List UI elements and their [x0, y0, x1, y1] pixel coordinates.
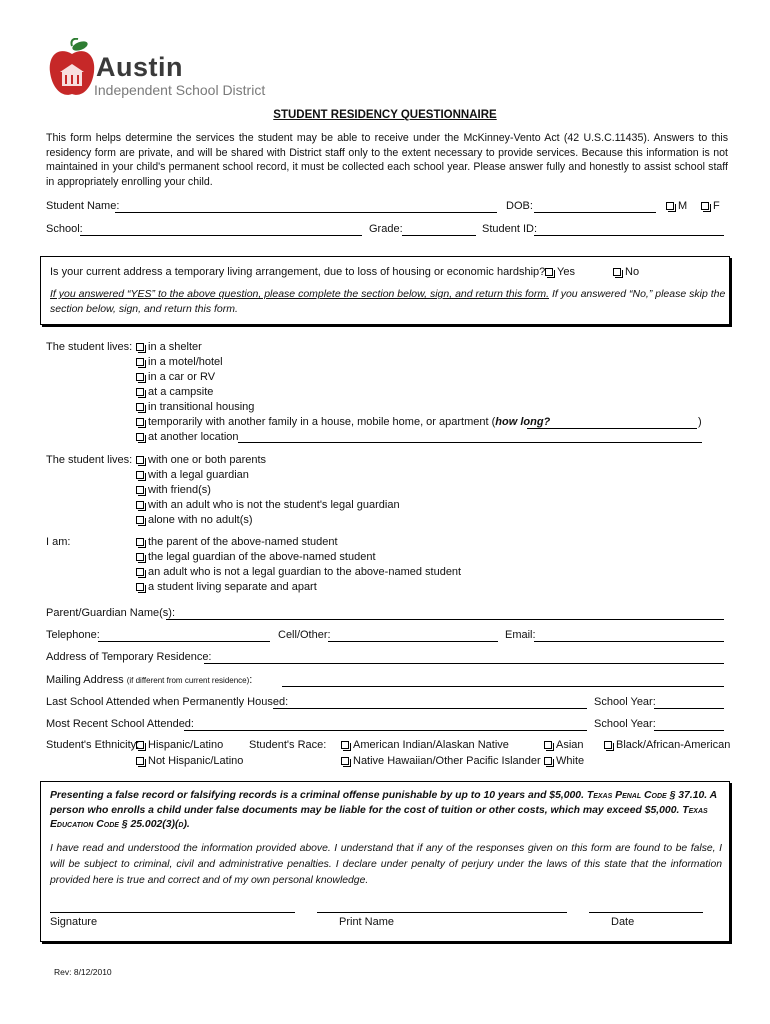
race-checkbox[interactable]: [544, 757, 552, 765]
revision-date: Rev: 8/12/2010: [54, 967, 112, 977]
student-name-field[interactable]: [115, 212, 497, 213]
female-option[interactable]: [701, 200, 720, 212]
iam-option-label: the parent of the above-named student: [148, 536, 338, 548]
race-american-indian[interactable]: [341, 739, 509, 751]
ethnicity-label: Student's Ethnicity:: [46, 739, 140, 751]
race-checkbox[interactable]: [604, 741, 612, 749]
recent-school-label: Most Recent School Attended:: [46, 718, 194, 730]
race-checkbox[interactable]: [341, 741, 349, 749]
lives-checkbox[interactable]: [136, 343, 144, 351]
race-asian[interactable]: [544, 739, 584, 751]
lives-checkbox[interactable]: [136, 373, 144, 381]
iam-checkbox[interactable]: [136, 553, 144, 561]
last-school-field[interactable]: [273, 708, 587, 709]
race-option-label: Native Hawaiian/Other Pacific Islander: [353, 755, 541, 767]
dob-field[interactable]: [534, 212, 656, 213]
mailing-address-field[interactable]: [282, 686, 724, 687]
instruction-line1: [50, 288, 725, 300]
school-year-label: School Year:: [594, 696, 656, 708]
race-checkbox[interactable]: [341, 757, 349, 765]
dob-label: DOB:: [506, 200, 533, 212]
ethnicity-not-hispanic[interactable]: [136, 755, 243, 767]
lives-option-temp-family[interactable]: [136, 416, 550, 428]
lives-option-shelter[interactable]: [136, 341, 202, 353]
lives-option-guardian[interactable]: [136, 469, 249, 481]
mailing-address-text: Mailing Address: [46, 674, 124, 686]
school-year-field[interactable]: [654, 708, 724, 709]
signature-label: Signature: [50, 916, 98, 928]
iam-option-label: an adult who is not a legal guardian to the above-named student: [148, 566, 462, 578]
race-option-label: Asian: [556, 739, 584, 751]
lives-checkbox[interactable]: [136, 403, 144, 411]
school-field[interactable]: [80, 235, 362, 236]
school-year-label-2: School Year:: [594, 718, 656, 730]
lives-label-1: The student lives:: [46, 341, 133, 353]
lives-option-motel[interactable]: [136, 356, 223, 368]
student-id-field[interactable]: [534, 235, 724, 236]
date-label: Date: [611, 916, 635, 928]
print-name-label: Print Name: [339, 916, 395, 928]
race-option-label: White: [556, 755, 585, 767]
ethnicity-option-label: Hispanic/Latino: [148, 739, 224, 751]
penal-code: Texas Penal Code § 37.10.: [586, 790, 708, 801]
lives-option-label: in a car or RV: [148, 371, 216, 383]
lives-option-label: in a motel/hotel: [148, 356, 223, 368]
iam-checkbox[interactable]: [136, 538, 144, 546]
housing-question-box: [40, 256, 730, 325]
mailing-address-note: (if different from current residence): [126, 676, 250, 685]
school-label: School:: [46, 223, 83, 235]
recent-school-field[interactable]: [184, 730, 587, 731]
race-hawaiian[interactable]: [341, 755, 541, 767]
lives-option-car[interactable]: [136, 371, 215, 383]
district-logo: [46, 38, 296, 104]
male-checkbox[interactable]: [666, 202, 674, 210]
warning-1: Presenting a false record or falsifying records is a criminal offense punishable by up to 10 years and $5,000.: [50, 790, 584, 801]
lives-checkbox[interactable]: [136, 418, 144, 426]
telephone-field[interactable]: [98, 641, 270, 642]
iam-option-guardian[interactable]: [136, 551, 376, 563]
last-school-label: Last School Attended when Permanently Housed:: [46, 696, 289, 708]
lives-checkbox[interactable]: [136, 388, 144, 396]
how-long-label: how long?: [495, 416, 551, 428]
legal-warning: [50, 789, 722, 833]
grade-label: Grade:: [369, 223, 403, 235]
cell-field[interactable]: [328, 641, 498, 642]
grade-field[interactable]: [402, 235, 476, 236]
ethnicity-checkbox[interactable]: [136, 757, 144, 765]
intro-paragraph: This form helps determine the services the student may be able to receive under the McKinney-Vento Act (42 U.S.C.11435). Answers to this residency form are private, and will be shared with District staff only to the extent necessary to provide services. Because this information is not maintained in your child's permanent school record, it must be collected each school year. Please answer fully and honestly to assist school staff in appropriately enrolling your child.: [46, 132, 728, 188]
iam-option-adult[interactable]: [136, 566, 461, 578]
parent-names-label: Parent/Guardian Name(s):: [46, 607, 175, 619]
student-id-label: Student ID:: [482, 223, 538, 235]
lives-option-label: alone with no adult(s): [148, 514, 253, 526]
lives-option-label: temporarily with another family in a house, mobile home, or apartment (: [148, 416, 496, 428]
iam-option-parent[interactable]: [136, 536, 338, 548]
lives-checkbox[interactable]: [136, 471, 144, 479]
ethnicity-option-label: Not Hispanic/Latino: [148, 755, 244, 767]
signature-field[interactable]: [50, 912, 295, 913]
lives-label-2: The student lives:: [46, 454, 133, 466]
no-checkbox[interactable]: [613, 268, 621, 276]
instruction-underlined: If you answered “YES” to the above question, please complete the section below, sign, and return this form.: [50, 288, 550, 300]
parent-names-field[interactable]: [166, 619, 724, 620]
date-field[interactable]: [589, 912, 703, 913]
yes-option[interactable]: [545, 266, 575, 278]
lives-option-label: with a legal guardian: [148, 469, 249, 481]
lives-option-label: in transitional housing: [148, 401, 255, 413]
yes-checkbox[interactable]: [545, 268, 553, 276]
lives-option-campsite[interactable]: [136, 386, 213, 398]
student-name-label: Student Name:: [46, 200, 120, 212]
lives-option-label: at another location: [148, 431, 239, 443]
race-checkbox[interactable]: [544, 741, 552, 749]
ethnicity-hispanic[interactable]: [136, 739, 223, 751]
race-label: Student's Race:: [249, 739, 327, 751]
lives-option-parents[interactable]: [136, 454, 266, 466]
male-option[interactable]: [666, 200, 687, 212]
print-name-field[interactable]: [317, 912, 567, 913]
lives-checkbox[interactable]: [136, 358, 144, 366]
female-label: F: [713, 200, 720, 212]
lives-checkbox[interactable]: [136, 456, 144, 464]
iam-option-student[interactable]: [136, 581, 317, 593]
lives-option-friends[interactable]: [136, 484, 211, 496]
email-field[interactable]: [534, 641, 724, 642]
lives-option-other[interactable]: [136, 431, 239, 443]
no-label: No: [625, 266, 640, 278]
lives-option-label: with an adult who is not the student's legal guardian: [148, 499, 400, 511]
iam-option-label: a student living separate and apart: [148, 581, 317, 593]
race-black[interactable]: [604, 739, 730, 751]
lives-checkbox[interactable]: [136, 501, 144, 509]
how-long-field[interactable]: [527, 428, 697, 429]
telephone-label: Telephone:: [46, 629, 100, 641]
yes-label: Yes: [557, 266, 575, 278]
iam-checkbox[interactable]: [136, 583, 144, 591]
race-white[interactable]: [544, 755, 584, 767]
mailing-address-label: [46, 674, 252, 686]
logo-name: Austin: [96, 52, 183, 82]
lives-option-adult[interactable]: [136, 499, 400, 511]
iam-option-label: the legal guardian of the above-named student: [148, 551, 376, 563]
temp-address-field[interactable]: [204, 663, 724, 664]
ethnicity-checkbox[interactable]: [136, 741, 144, 749]
lives-checkbox[interactable]: [136, 486, 144, 494]
certification-statement: I have read and understood the information provided above. I understand that if any of the responses given on this form are found to be false, I will be subject to criminal, civil and administrative penalties. I declare under penalty of perjury under the laws of this state that the information provided here is true and correct and of my own personal knowledge.: [50, 843, 722, 886]
email-label: Email:: [505, 629, 536, 641]
certification-box: [40, 781, 730, 942]
close-paren: ): [698, 416, 702, 428]
no-option[interactable]: [613, 266, 639, 278]
female-checkbox[interactable]: [701, 202, 709, 210]
lives-option-label: with friend(s): [148, 484, 211, 496]
lives-option-label: at a campsite: [148, 386, 214, 398]
lives-option-label: with one or both parents: [148, 454, 267, 466]
apple-icon: [46, 38, 98, 100]
male-label: M: [678, 200, 688, 212]
housing-question: Is your current address a temporary living arrangement, due to loss of housing or economic hardship?: [50, 266, 546, 278]
cell-label: Cell/Other:: [278, 629, 331, 641]
logo-subtitle: Independent School District: [94, 82, 266, 98]
lives-checkbox[interactable]: [136, 516, 144, 524]
lives-option-alone[interactable]: [136, 514, 253, 526]
race-option-label: American Indian/Alaskan Native: [353, 739, 509, 751]
other-location-field[interactable]: [238, 442, 702, 443]
lives-checkbox[interactable]: [136, 433, 144, 441]
warning-2: A person who enrolls a child under false documents may be liable for the cost of tuition or other costs, which may exceed $5,000.: [50, 790, 717, 816]
education-code: Texas Education Code § 25.002(3)(d).: [50, 804, 708, 830]
lives-option-transitional[interactable]: [136, 401, 254, 413]
school-year-field-2[interactable]: [654, 730, 724, 731]
instruction-line2: section below, sign, and return this form.: [50, 303, 238, 315]
iam-label: I am:: [46, 536, 71, 548]
lives-option-label: in a shelter: [148, 341, 202, 353]
form-title: STUDENT RESIDENCY QUESTIONNAIRE: [273, 109, 497, 121]
iam-checkbox[interactable]: [136, 568, 144, 576]
race-option-label: Black/African-American: [616, 739, 731, 751]
instruction-rest: If you answered “No,” please skip the: [551, 288, 726, 300]
temp-address-label: Address of Temporary Residence:: [46, 651, 212, 663]
mailing-address-colon: :: [249, 674, 253, 686]
